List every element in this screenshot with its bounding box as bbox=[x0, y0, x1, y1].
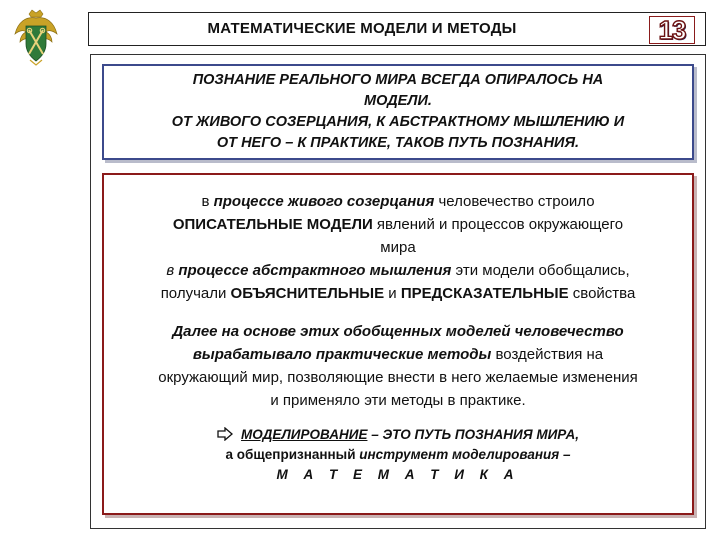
text-span: эти модели обобщались, bbox=[451, 262, 630, 279]
text-span: окружающий мир, позволяющие внести в него желаемые изменения bbox=[158, 369, 638, 386]
text-span: , bbox=[575, 427, 579, 442]
intro-box bbox=[102, 64, 694, 160]
text-span: а общепризнанный bbox=[225, 447, 360, 462]
intro-line: ПОЗНАНИЕ РЕАЛЬНОГО МИРА ВСЕГДА ОПИРАЛОСЬ НА bbox=[192, 72, 604, 88]
text-span: Далее на основе этих обобщенных моделей человечество bbox=[172, 323, 624, 340]
slide-number-badge: 13 bbox=[649, 16, 695, 44]
text-span: вырабатывало практические методы bbox=[192, 346, 492, 363]
paragraph-practice bbox=[110, 320, 686, 412]
text-span: МОДЕЛИРОВАНИЕ bbox=[241, 427, 368, 442]
intro-line: ОТ ЖИВОГО СОЗЕРЦАНИЯ, К АБСТРАКТНОМУ МЫШЛЕНИЮ И bbox=[171, 114, 625, 130]
text-span: – ЭТО ПУТЬ ПОЗНАНИЯ МИРА bbox=[367, 427, 576, 442]
spaced-word: М А Т Е М А Т И К А bbox=[276, 467, 520, 482]
text-span: в bbox=[166, 262, 179, 279]
text-span: и bbox=[384, 285, 401, 302]
paragraph-conclusion bbox=[114, 425, 682, 485]
text-span: мира bbox=[380, 239, 416, 256]
text-span: человечество строило bbox=[434, 193, 595, 210]
intro-line: ОТ НЕГО – К ПРАКТИКЕ, ТАКОВ ПУТЬ ПОЗНАНИЯ. bbox=[216, 135, 580, 151]
title-bar bbox=[88, 12, 706, 46]
text-span: процессе абстрактного мышления bbox=[178, 262, 452, 279]
intro-line: МОДЕЛИ. bbox=[364, 93, 432, 109]
paragraph-contemplation bbox=[110, 190, 686, 305]
text-span: получали bbox=[160, 285, 231, 302]
main-content-box bbox=[102, 173, 694, 515]
text-span: явлений и процессов окружающего bbox=[372, 216, 624, 233]
text-span: свойства bbox=[568, 285, 636, 302]
text-span: воздействия на bbox=[491, 346, 604, 363]
emblem-icon bbox=[12, 8, 60, 66]
arrow-right-icon bbox=[217, 427, 233, 441]
text-span: ПРЕДСКАЗАТЕЛЬНЫЕ bbox=[400, 285, 569, 302]
text-span: в bbox=[201, 193, 214, 210]
text-span: и применяло эти методы в практике. bbox=[270, 392, 526, 409]
page-title: МАТЕМАТИЧЕСКИЕ МОДЕЛИ И МЕТОДЫ bbox=[207, 20, 517, 37]
text-span: инструмент моделирования – bbox=[359, 447, 571, 462]
text-span: ОПИСАТЕЛЬНЫЕ МОДЕЛИ bbox=[172, 216, 373, 233]
text-span: процессе живого созерцания bbox=[213, 193, 435, 210]
text-span: ОБЪЯСНИТЕЛЬНЫЕ bbox=[230, 285, 385, 302]
